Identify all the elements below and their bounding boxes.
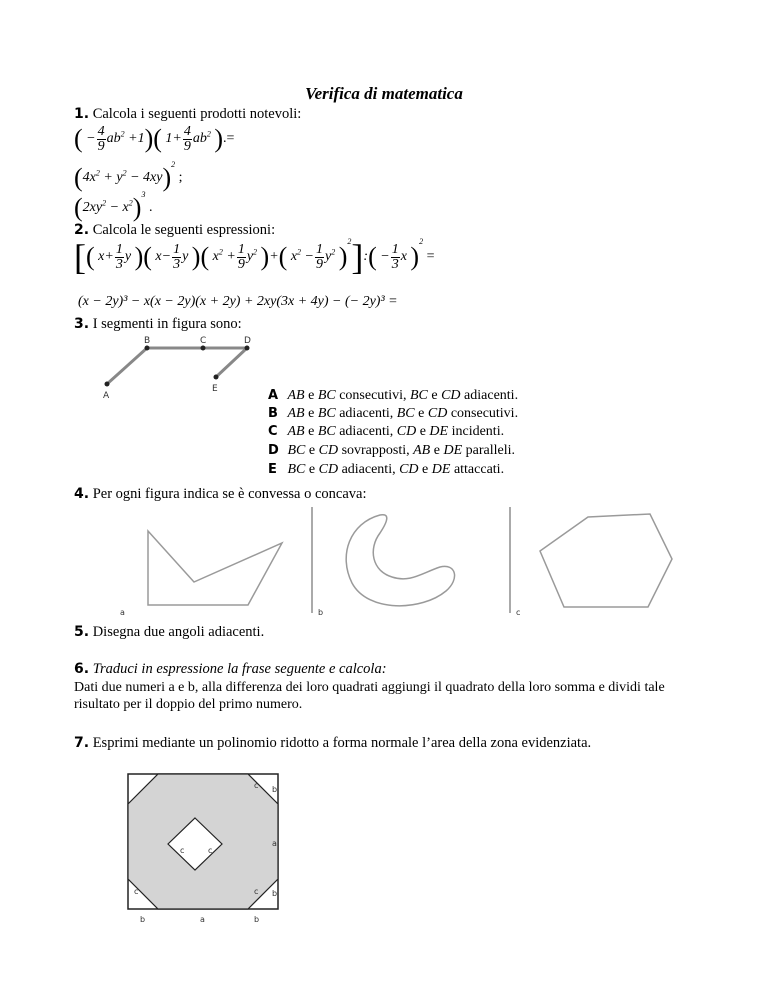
figure-label-c: c [516,608,521,617]
label-b-bottom-left: b [140,915,146,924]
label-a-right: a [272,839,277,848]
label-b: B [144,336,151,346]
figure-label-a: a [120,608,125,617]
q1-e3-end: . [148,200,153,215]
option-c: C AB e BC adiacenti, CD e DE incidenti. [268,424,505,439]
label-b-bottom-right: b [254,915,260,924]
label-c-bottom-right: c [254,887,259,896]
label-a-bottom: a [200,915,205,924]
q2-expression-2: (x − 2y)³ − x(x − 2y)(x + 2y) + 2xy(3x + 4y) − (− 2y)³ = [78,294,398,309]
label-c: C [200,336,207,346]
question-7-number: 7. [74,735,90,751]
segments-figure [95,332,265,402]
label-e: E [212,384,218,394]
area-figure [120,770,300,930]
q1-expression-3: $(2xy^2 - x^2)^3$ . [74,190,153,222]
point-b [145,346,150,351]
question-5-text: Disegna due angoli adiacenti. [92,624,265,640]
question-1-number: 1. [74,106,90,122]
point-d [245,346,250,351]
question-4-text: Per ogni figura indica se è convessa o concava: [92,486,367,502]
figure-c-convex-polygon [540,514,672,607]
q2-equals: = [426,249,435,265]
question-1 [74,106,301,123]
question-3 [74,316,242,333]
point-a [105,382,110,387]
point-e [214,375,219,380]
question-2-text: Calcola le seguenti espressioni: [92,222,276,238]
option-b: B AB e BC adiacenti, BC e CD consecutivi. [268,406,519,421]
option-a: A AB e BC consecutivi, BC e CD adiacenti. [268,388,519,403]
question-6-body: Dati due numeri a e b, alla differenza dei loro quadrati aggiungi il quadrato della loro somma e dividi tale risultato per il doppio del primo numero. [74,680,665,712]
question-3-number: 3. [74,316,90,332]
question-7 [74,735,591,752]
segment-ab [107,348,147,384]
label-c-bottom-left: c [134,887,139,896]
point-c [201,346,206,351]
q1-e2-end: ; [178,170,183,185]
question-4-number: 4. [74,486,90,502]
q2-expression-1: [( x+ $\frac{1}{3}$ y )( x− $\frac{1}{3}$ y )( $x^2$ + $\frac{1}{9}$ $y^2$ )+( $x^2$ − $\frac{1}{9}$ $y^2$ )$^2$]:( − $\frac{1}{3}$ x )$^2$ = [74,237,435,277]
figure-a-concave-polygon [148,531,282,605]
question-5 [74,624,264,641]
question-5-number: 5. [74,624,90,640]
option-d: D BC e CD sovrapposti, AB e DE paralleli. [268,443,515,458]
question-7-text: Esprimi mediante un polinomio ridotto a forma normale l’area della zona evidenziata. [92,735,592,751]
label-c-top-right: c [254,781,259,790]
segment-de [216,348,247,377]
label-b-right-top: b [272,785,278,794]
option-e: E BC e CD adiacenti, CD e DE attaccati. [268,462,505,477]
q1-expression-2: $(4x^2 + y^2 - 4xy)^2$ ; [74,160,183,192]
question-2-number: 2. [74,222,90,238]
convexity-figures [110,505,710,620]
figure-b-concave-shape [346,515,454,606]
question-3-text: I segmenti in figura sono: [92,316,242,332]
question-4 [74,486,366,503]
q1-e1-equals: .= [223,131,235,147]
figure-label-b: b [318,608,324,617]
question-6-heading [74,661,387,678]
label-a: A [103,391,110,401]
label-d: D [244,336,251,346]
question-1-text: Calcola i seguenti prodotti notevoli: [92,106,302,122]
question-6-heading-text: Traduci in espressione la frase seguente e calcola: [92,661,387,677]
label-c-inner-left: c [180,846,185,855]
page-title: Verifica di matematica [305,84,463,103]
label-b-right-bottom: b [272,889,278,898]
question-6-number: 6. [74,661,90,677]
q1-expression-1: ( − $\frac{4}{9}$ $ab^2 +1$)( 1+ $\frac{4}{9}$ $ab^2$ ).= [74,123,235,154]
label-c-inner-right: c [208,846,213,855]
